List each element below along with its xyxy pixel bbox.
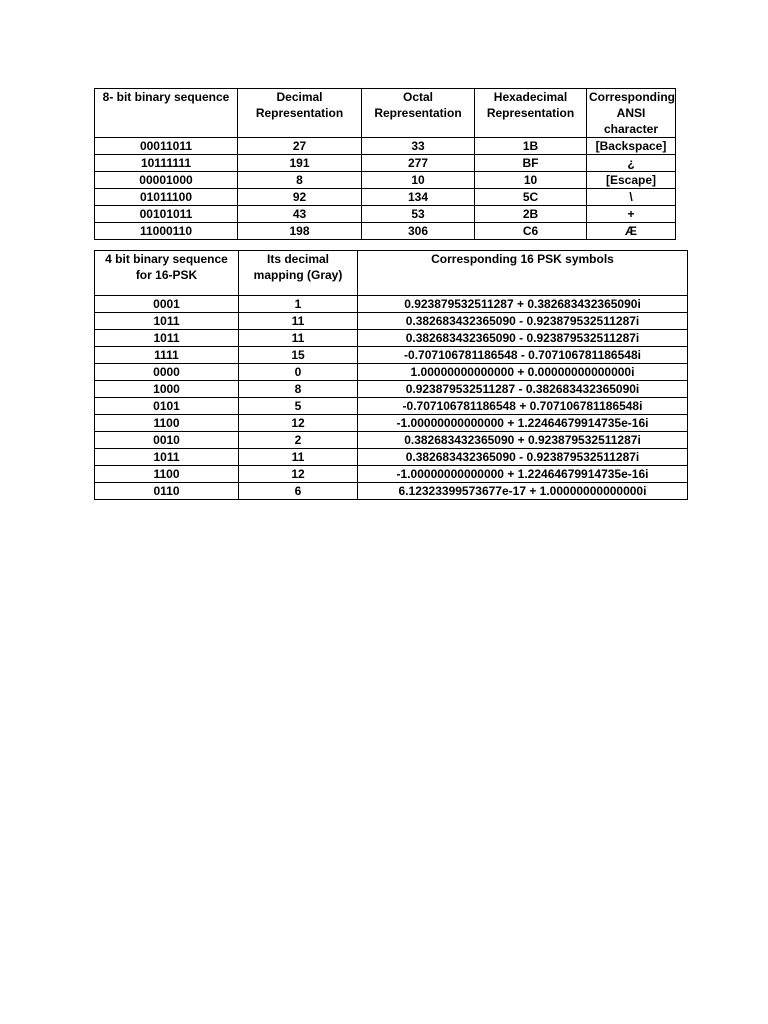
table-row xyxy=(95,223,676,240)
table-row xyxy=(95,381,688,398)
psk-symbol-table xyxy=(94,250,688,500)
cell-gray-decimal: 15 xyxy=(239,347,358,364)
cell-decimal: 92 xyxy=(238,189,362,206)
cell-psk-symbol: 0.382683432365090 - 0.923879532511287i xyxy=(358,330,688,347)
cell-hex: 10 xyxy=(475,172,587,189)
cell-binary: 00011011 xyxy=(95,138,238,155)
cell-gray-decimal: 11 xyxy=(239,449,358,466)
header-hexadecimal: Hexadecimal Representation xyxy=(475,89,587,138)
header-ansi-character: Corresponding ANSI character xyxy=(587,89,676,138)
cell-psk-symbol: -1.00000000000000 + 1.22464679914735e-16i xyxy=(358,415,688,432)
cell-decimal: 191 xyxy=(238,155,362,172)
cell-gray-decimal: 11 xyxy=(239,313,358,330)
cell-octal: 306 xyxy=(362,223,475,240)
cell-binary: 10111111 xyxy=(95,155,238,172)
cell-hex: 2B xyxy=(475,206,587,223)
conversion-table xyxy=(94,88,676,240)
table-row xyxy=(95,155,676,172)
cell-gray-decimal: 1 xyxy=(239,296,358,313)
cell-gray-decimal: 11 xyxy=(239,330,358,347)
table-row xyxy=(95,347,688,364)
cell-psk-symbol: 1.00000000000000 + 0.00000000000000i xyxy=(358,364,688,381)
cell-ansi: [Escape] xyxy=(587,172,676,189)
table-row xyxy=(95,466,688,483)
conversion-table-header-row xyxy=(95,89,676,138)
cell-ansi: ¿ xyxy=(587,155,676,172)
table-row xyxy=(95,206,676,223)
table-row xyxy=(95,138,676,155)
cell-ansi: Æ xyxy=(587,223,676,240)
table-row xyxy=(95,415,688,432)
cell-octal: 134 xyxy=(362,189,475,206)
header-psk-symbols: Corresponding 16 PSK symbols xyxy=(358,251,688,296)
table-row xyxy=(95,172,676,189)
cell-binary: 11000110 xyxy=(95,223,238,240)
cell-psk-symbol: -0.707106781186548 - 0.707106781186548i xyxy=(358,347,688,364)
cell-psk-symbol: -0.707106781186548 + 0.707106781186548i xyxy=(358,398,688,415)
table-row xyxy=(95,313,688,330)
cell-hex: 1B xyxy=(475,138,587,155)
cell-gray-decimal: 12 xyxy=(239,466,358,483)
cell-binary: 1011 xyxy=(95,330,239,347)
cell-binary: 1011 xyxy=(95,449,239,466)
cell-psk-symbol: 6.12323399573677e-17 + 1.00000000000000i xyxy=(358,483,688,500)
cell-hex: C6 xyxy=(475,223,587,240)
cell-binary: 00001000 xyxy=(95,172,238,189)
cell-ansi: + xyxy=(587,206,676,223)
cell-gray-decimal: 12 xyxy=(239,415,358,432)
cell-gray-decimal: 8 xyxy=(239,381,358,398)
cell-decimal: 43 xyxy=(238,206,362,223)
cell-psk-symbol: 0.923879532511287 + 0.382683432365090i xyxy=(358,296,688,313)
cell-psk-symbol: 0.382683432365090 - 0.923879532511287i xyxy=(358,313,688,330)
header-octal: Octal Representation xyxy=(362,89,475,138)
table-row xyxy=(95,449,688,466)
table-row xyxy=(95,483,688,500)
cell-binary: 00101011 xyxy=(95,206,238,223)
cell-ansi: [Backspace] xyxy=(587,138,676,155)
cell-psk-symbol: -1.00000000000000 + 1.22464679914735e-16i xyxy=(358,466,688,483)
cell-binary: 1011 xyxy=(95,313,239,330)
cell-octal: 277 xyxy=(362,155,475,172)
cell-gray-decimal: 6 xyxy=(239,483,358,500)
cell-binary: 0000 xyxy=(95,364,239,381)
table-row xyxy=(95,432,688,449)
cell-ansi: \ xyxy=(587,189,676,206)
cell-binary: 1100 xyxy=(95,466,239,483)
cell-psk-symbol: 0.923879532511287 - 0.382683432365090i xyxy=(358,381,688,398)
cell-decimal: 8 xyxy=(238,172,362,189)
psk-table-header-row xyxy=(95,251,688,296)
cell-octal: 10 xyxy=(362,172,475,189)
cell-binary: 1111 xyxy=(95,347,239,364)
table-row xyxy=(95,330,688,347)
header-gray-mapping: Its decimal mapping (Gray) xyxy=(239,251,358,296)
cell-binary: 0101 xyxy=(95,398,239,415)
table-row xyxy=(95,296,688,313)
cell-binary: 0001 xyxy=(95,296,239,313)
cell-decimal: 27 xyxy=(238,138,362,155)
cell-octal: 53 xyxy=(362,206,475,223)
cell-binary: 0110 xyxy=(95,483,239,500)
cell-hex: BF xyxy=(475,155,587,172)
cell-binary: 01011100 xyxy=(95,189,238,206)
cell-psk-symbol: 0.382683432365090 + 0.923879532511287i xyxy=(358,432,688,449)
cell-binary: 1000 xyxy=(95,381,239,398)
table-row xyxy=(95,364,688,381)
cell-octal: 33 xyxy=(362,138,475,155)
cell-binary: 0010 xyxy=(95,432,239,449)
table-row xyxy=(95,398,688,415)
table-row xyxy=(95,189,676,206)
cell-binary: 1100 xyxy=(95,415,239,432)
cell-psk-symbol: 0.382683432365090 - 0.923879532511287i xyxy=(358,449,688,466)
header-4bit-sequence: 4 bit binary sequence for 16-PSK xyxy=(95,251,239,296)
cell-hex: 5C xyxy=(475,189,587,206)
cell-gray-decimal: 0 xyxy=(239,364,358,381)
cell-gray-decimal: 5 xyxy=(239,398,358,415)
cell-decimal: 198 xyxy=(238,223,362,240)
header-binary-sequence: 8- bit binary sequence xyxy=(95,89,238,138)
cell-gray-decimal: 2 xyxy=(239,432,358,449)
header-decimal: Decimal Representation xyxy=(238,89,362,138)
